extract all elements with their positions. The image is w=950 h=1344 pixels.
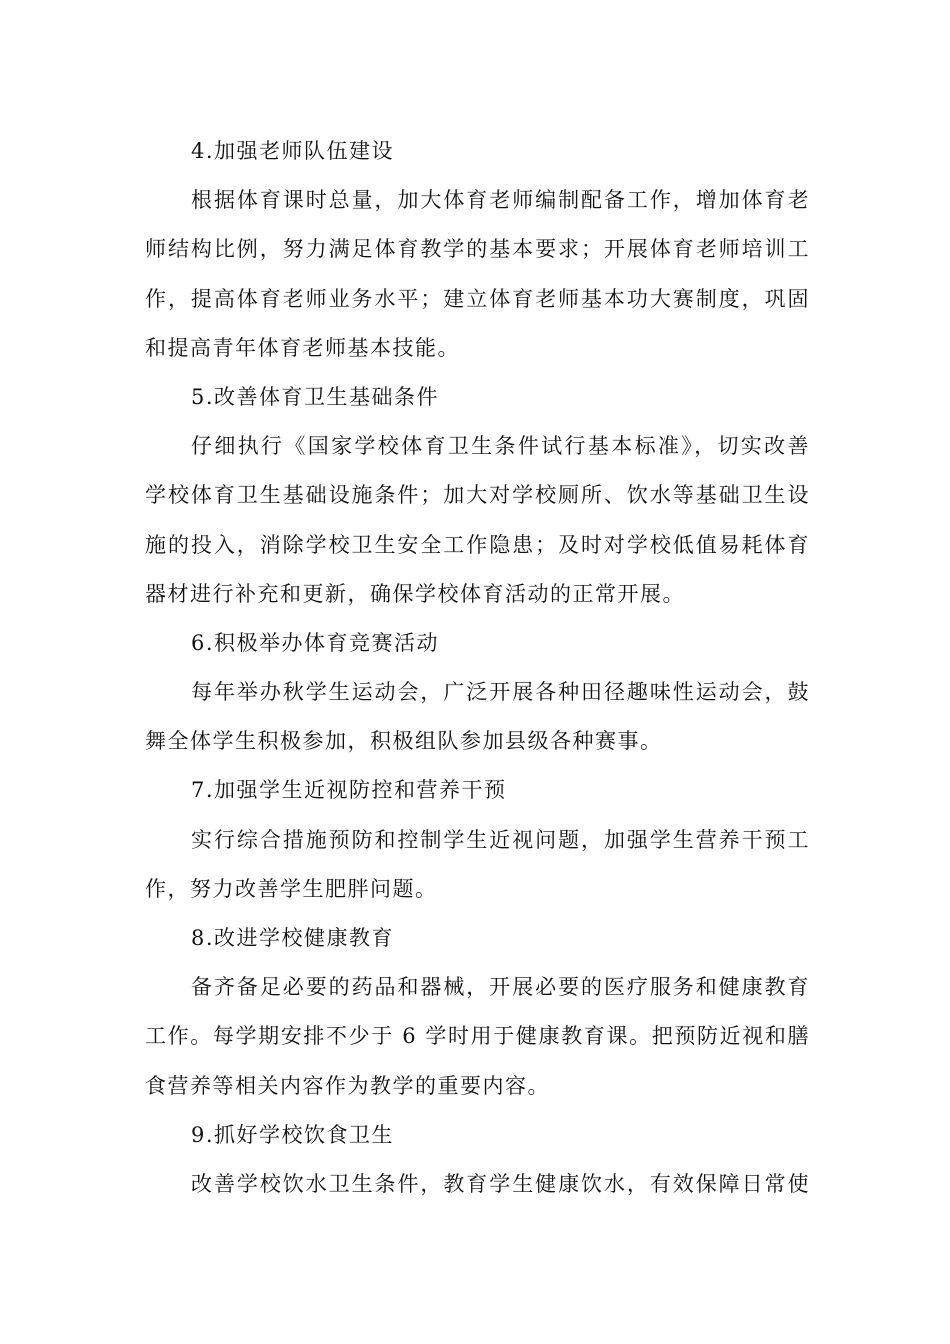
section-heading: 4.加强老师队伍建设	[191, 139, 395, 163]
paragraph-line: 食营养等相关内容作为教学的重要内容。	[145, 1073, 550, 1098]
paragraph-line: 舞全体学生积极参加，积极组队参加县级各种赛事。	[145, 729, 663, 754]
section-heading: 7.加强学生近视防控和营养干预	[191, 778, 507, 803]
paragraph-line: 备齐备足必要的药品和器械，开展必要的医疗服务和健康教育	[191, 975, 810, 1000]
document-body	[145, 127, 810, 1209]
section-heading: 6.积极举办体育竞赛活动	[191, 630, 440, 655]
paragraph-line: 实行综合措施预防和控制学生近视问题，加强学生营养干预工	[191, 827, 810, 852]
section-heading: 8.改进学校健康教育	[191, 926, 395, 950]
paragraph-line: 仔细执行《国家学校体育卫生条件试行基本标准》，切实改善	[191, 434, 810, 459]
paragraph-line: 器材进行补充和更新，确保学校体育活动的正常开展。	[145, 581, 685, 606]
paragraph-line: 学校体育卫生基础设施条件；加大对学校厕所、饮水等基础卫生设	[145, 483, 810, 508]
paragraph-line: 根据体育课时总量，加大体育老师编制配备工作，增加体育老	[191, 188, 810, 213]
section-heading: 9.抓好学校饮食卫生	[191, 1122, 395, 1147]
paragraph-line: 施的投入，消除学校卫生安全工作隐患；及时对学校低值易耗体育	[145, 532, 810, 557]
document-page	[145, 127, 810, 1209]
paragraph-line: 作，提高体育老师业务水平；建立体育老师基本功大赛制度，巩固	[145, 286, 810, 311]
paragraph-line: 和提高青年体育老师基本技能。	[145, 335, 460, 360]
section-heading: 5.改善体育卫生基础条件	[191, 384, 440, 409]
paragraph-line: 每年举办秋学生运动会，广泛开展各种田径趣味性运动会，鼓	[191, 680, 810, 705]
paragraph-line: 作，努力改善学生肥胖问题。	[145, 876, 438, 901]
paragraph-line: 工作。每学期安排不少于 6 学时用于健康教育课。把预防近视和膳	[145, 1024, 810, 1049]
paragraph-line: 改善学校饮水卫生条件，教育学生健康饮水，有效保障日常使	[191, 1171, 810, 1196]
paragraph-line: 师结构比例，努力满足体育教学的基本要求；开展体育老师培训工	[145, 237, 810, 262]
